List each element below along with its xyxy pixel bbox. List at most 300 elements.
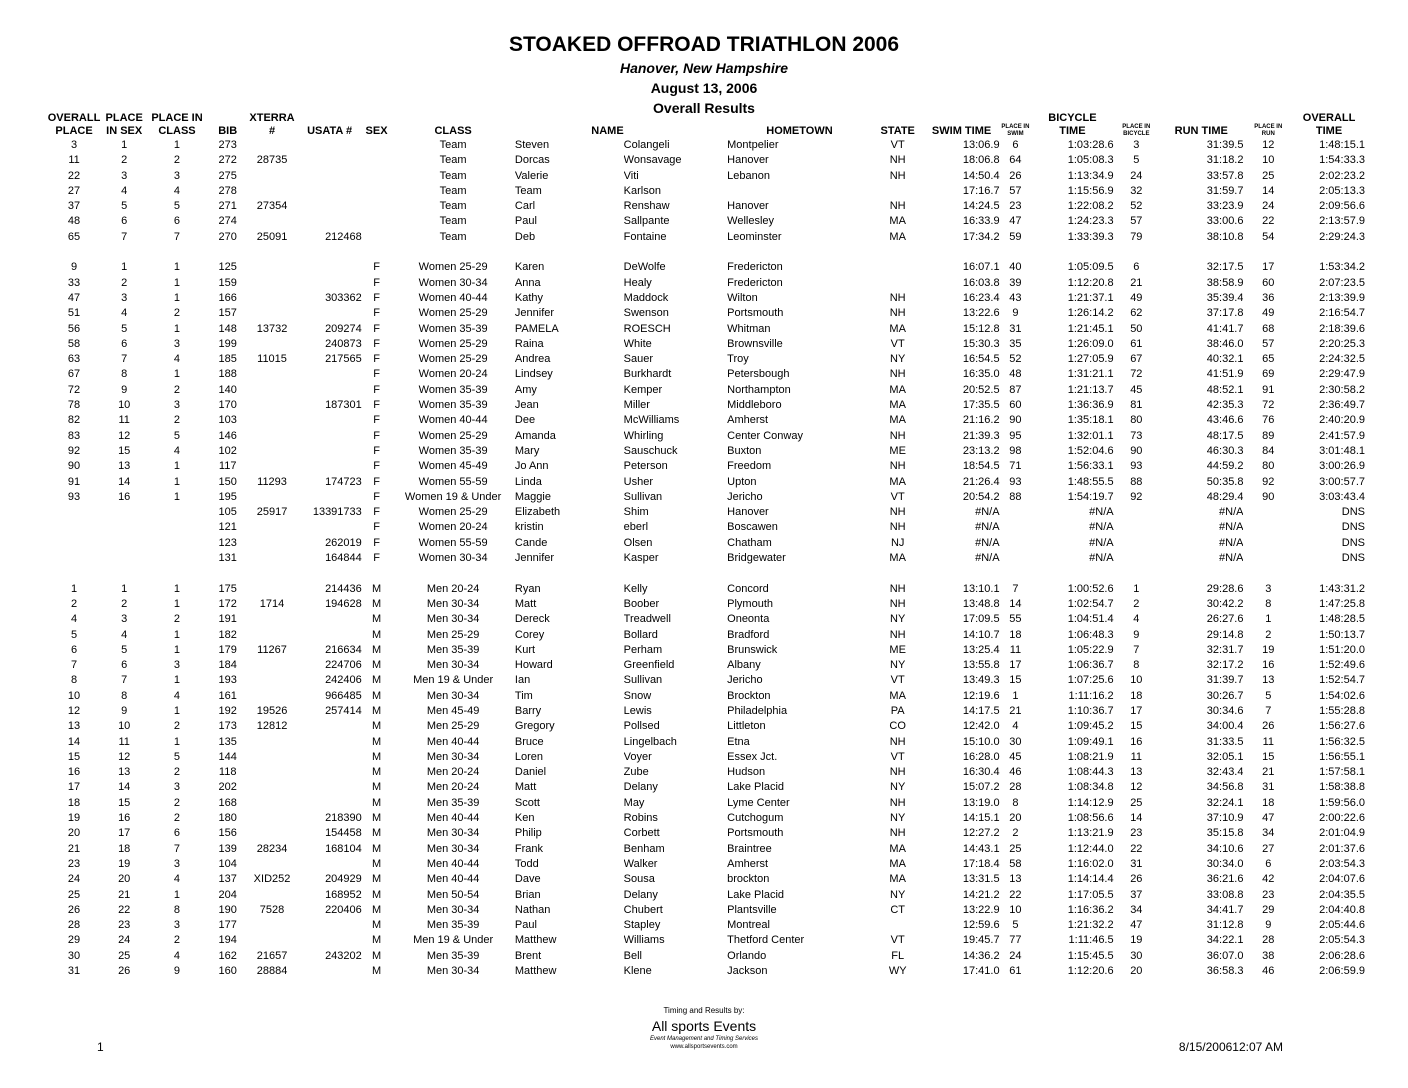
cell-place-swim: 39 bbox=[1009, 276, 1022, 289]
cell-run-time: 32:05.1 bbox=[1206, 750, 1244, 763]
results-body bbox=[45, 138, 1365, 979]
cell-class: Women 25-29 bbox=[418, 353, 488, 366]
cell-place-swim: 18 bbox=[1009, 628, 1022, 641]
cell-xterra bbox=[247, 673, 298, 688]
cell-sex: M bbox=[371, 842, 382, 855]
cell-overall-place: 10 bbox=[67, 689, 81, 702]
cell-overall-time: 2:07:23.5 bbox=[1319, 276, 1365, 289]
cell-last-name: Lewis bbox=[623, 704, 652, 717]
cell-overall-time: 1:58:38.8 bbox=[1319, 781, 1365, 794]
cell-swim-time: 17:34.2 bbox=[962, 230, 1000, 243]
cell-overall-time: 2:13:39.9 bbox=[1319, 291, 1365, 304]
cell-place-bicycle: 37 bbox=[1130, 888, 1143, 901]
cell-first-name: Andrea bbox=[514, 353, 551, 366]
cell-sex: M bbox=[371, 812, 382, 825]
table-row bbox=[45, 459, 1365, 474]
cell-swim-time: #N/A bbox=[975, 521, 1000, 534]
cell-swim-time: 15:07.2 bbox=[962, 781, 1000, 794]
table-row bbox=[45, 505, 1365, 520]
cell-place-sex: 4 bbox=[121, 628, 128, 641]
table-row bbox=[45, 628, 1365, 643]
cell-bib: 170 bbox=[218, 399, 237, 412]
cell-overall-place: 20 bbox=[67, 827, 81, 840]
cell-bicycle-time: 1:07:25.6 bbox=[1067, 674, 1114, 687]
cell-place-swim: 31 bbox=[1009, 322, 1022, 335]
cell-last-name: Robins bbox=[623, 812, 658, 825]
cell-overall-time: 2:13:57.9 bbox=[1319, 215, 1365, 228]
cell-bib: 118 bbox=[218, 766, 237, 779]
cell-overall-time: DNS bbox=[1341, 506, 1365, 519]
cell-place-class: 3 bbox=[173, 337, 181, 350]
cell-place-run bbox=[1243, 536, 1293, 551]
cell-overall-place: 21 bbox=[67, 842, 81, 855]
cell-place-sex: 6 bbox=[121, 215, 128, 228]
cell-first-name: Howard bbox=[514, 659, 553, 672]
cell-place-bicycle: 31 bbox=[1130, 857, 1143, 870]
cell-sex: F bbox=[373, 291, 380, 304]
cell-xterra bbox=[247, 138, 298, 153]
cell-usata: 966485 bbox=[325, 689, 362, 702]
cell-swim-time: 20:54.2 bbox=[962, 490, 1000, 503]
col-place-swim: PLACE IN SWIM bbox=[1001, 124, 1030, 137]
cell-bicycle-time: 1:33:39.3 bbox=[1067, 230, 1114, 243]
cell-swim-time: 12:27.2 bbox=[962, 827, 1000, 840]
cell-hometown: Portsmouth bbox=[727, 307, 784, 320]
table-row bbox=[45, 903, 1365, 918]
cell-place-sex: 7 bbox=[121, 353, 128, 366]
cell-place-swim: 30 bbox=[1009, 735, 1022, 748]
cell-swim-time: 13:10.1 bbox=[962, 582, 1000, 595]
cell-state: ME bbox=[889, 444, 906, 457]
cell-class: Men 25-29 bbox=[426, 720, 480, 733]
cell-swim-time: 13:22.6 bbox=[962, 307, 1000, 320]
cell-swim-time: 21:39.3 bbox=[962, 429, 1000, 442]
col-place-run: PLACE IN RUN bbox=[1254, 124, 1283, 137]
cell-place-sex: 1 bbox=[121, 582, 128, 595]
cell-sex: F bbox=[373, 276, 380, 289]
cell-place-run: 25 bbox=[1262, 169, 1275, 182]
cell-last-name: Lingelbach bbox=[623, 735, 677, 748]
cell-place-run: 10 bbox=[1262, 154, 1275, 167]
cell-hometown: Amherst bbox=[727, 857, 769, 870]
cell-last-name: Sousa bbox=[623, 873, 655, 886]
cell-overall-place: 91 bbox=[67, 475, 81, 488]
cell-run-time: 34:22.1 bbox=[1206, 934, 1244, 947]
cell-bib: 175 bbox=[218, 582, 237, 595]
cell-class: Men 25-29 bbox=[426, 628, 480, 641]
col-overall-place: OVERALL PLACE bbox=[47, 112, 101, 137]
cell-overall-time: 2:06:59.9 bbox=[1319, 965, 1365, 978]
cell-bicycle-time: 1:48:55.5 bbox=[1067, 475, 1114, 488]
cell-bib: 194 bbox=[218, 934, 237, 947]
cell-run-time: 38:58.9 bbox=[1206, 276, 1244, 289]
cell-place-bicycle: 90 bbox=[1130, 444, 1143, 457]
cell-class: Women 45-49 bbox=[418, 460, 488, 473]
cell-first-name: Amanda bbox=[514, 429, 556, 442]
cell-swim-time: #N/A bbox=[975, 506, 1000, 519]
table-row bbox=[45, 306, 1365, 321]
cell-overall-place: 12 bbox=[67, 704, 81, 717]
cell-place-class: 4 bbox=[173, 949, 181, 962]
cell-class: Women 20-24 bbox=[418, 521, 488, 534]
table-row bbox=[45, 199, 1365, 214]
table-row bbox=[45, 689, 1365, 704]
cell-place-swim bbox=[1000, 505, 1032, 520]
cell-hometown: Orlando bbox=[727, 949, 767, 962]
cell-sex: M bbox=[371, 781, 382, 794]
cell-last-name: Maddock bbox=[623, 291, 669, 304]
cell-first-name: Jennifer bbox=[514, 307, 555, 320]
cell-place-class bbox=[145, 536, 208, 551]
cell-state bbox=[872, 276, 924, 291]
cell-place-class: 4 bbox=[173, 184, 181, 197]
cell-overall-place: 30 bbox=[67, 949, 81, 962]
col-bicycle-time: BICYCLE TIME bbox=[1048, 112, 1097, 137]
cell-place-bicycle: 79 bbox=[1130, 230, 1143, 243]
cell-state: MA bbox=[889, 842, 906, 855]
cell-state: NH bbox=[889, 766, 906, 779]
cell-run-time: 37:10.9 bbox=[1206, 812, 1244, 825]
cell-bicycle-time: 1:14:12.9 bbox=[1067, 796, 1114, 809]
cell-first-name: Brent bbox=[514, 949, 542, 962]
table-row bbox=[45, 765, 1365, 780]
cell-class: Team bbox=[439, 154, 467, 167]
cell-place-swim: 95 bbox=[1009, 429, 1022, 442]
cell-usata bbox=[297, 918, 361, 933]
cell-bib: 159 bbox=[218, 276, 237, 289]
cell-run-time: 33:57.8 bbox=[1206, 169, 1244, 182]
cell-first-name: Steven bbox=[514, 139, 550, 151]
cell-place-bicycle: 6 bbox=[1133, 261, 1140, 274]
table-row bbox=[45, 735, 1365, 750]
cell-place-class: 4 bbox=[173, 689, 181, 702]
cell-last-name: Zube bbox=[623, 766, 649, 779]
cell-place-class: 1 bbox=[173, 643, 181, 656]
cell-place-class: 2 bbox=[173, 766, 181, 779]
cell-run-time: 35:39.4 bbox=[1206, 291, 1244, 304]
cell-last-name: DeWolfe bbox=[623, 261, 666, 274]
cell-swim-time: 16:54.5 bbox=[962, 353, 1000, 366]
cell-bicycle-time: 1:05:09.5 bbox=[1067, 261, 1114, 274]
cell-class: Men 40-44 bbox=[426, 873, 480, 886]
cell-overall-time: 1:52:54.7 bbox=[1319, 674, 1365, 687]
cell-overall-time: 2:03:54.3 bbox=[1319, 857, 1365, 870]
cell-place-run: 65 bbox=[1262, 353, 1275, 366]
cell-place-swim: 77 bbox=[1009, 934, 1022, 947]
cell-swim-time: 14:43.1 bbox=[962, 842, 1000, 855]
cell-last-name: McWilliams bbox=[623, 414, 680, 427]
cell-overall-place bbox=[45, 536, 103, 551]
cell-bicycle-time: 1:08:56.6 bbox=[1067, 812, 1114, 825]
cell-overall-place: 14 bbox=[67, 735, 81, 748]
cell-place-bicycle bbox=[1114, 551, 1159, 566]
cell-overall-place: 28 bbox=[67, 919, 81, 932]
cell-class: Women 25-29 bbox=[418, 506, 488, 519]
cell-overall-time: 2:04:07.6 bbox=[1319, 873, 1365, 886]
footer-url: www.allsportsevents.com bbox=[670, 1044, 738, 1050]
cell-place-swim: 35 bbox=[1009, 337, 1022, 350]
cell-swim-time: 14:50.4 bbox=[962, 169, 1000, 182]
cell-overall-place: 51 bbox=[67, 307, 81, 320]
cell-class: Team bbox=[439, 169, 467, 182]
cell-last-name: Sauer bbox=[623, 353, 654, 366]
cell-overall-place: 27 bbox=[67, 184, 81, 197]
cell-run-time: 30:34.0 bbox=[1206, 857, 1244, 870]
cell-last-name: Stapley bbox=[623, 919, 661, 932]
table-row bbox=[45, 413, 1365, 428]
cell-class: Men 20-24 bbox=[426, 582, 480, 595]
cell-sex: F bbox=[373, 337, 380, 350]
cell-first-name: Anna bbox=[514, 276, 541, 289]
cell-state: MA bbox=[889, 322, 906, 335]
cell-overall-time: 1:54:02.6 bbox=[1319, 689, 1365, 702]
cell-first-name: Nathan bbox=[514, 903, 551, 916]
cell-overall-place: 65 bbox=[67, 230, 81, 243]
cell-class: Men 20-24 bbox=[426, 766, 480, 779]
cell-overall-place: 24 bbox=[67, 873, 81, 886]
cell-usata bbox=[297, 184, 361, 199]
cell-place-class: 3 bbox=[173, 659, 181, 672]
cell-bicycle-time: 1:35:18.1 bbox=[1067, 414, 1114, 427]
cell-class: Team bbox=[439, 215, 467, 228]
cell-class: Men 35-39 bbox=[426, 949, 480, 962]
cell-usata: 220406 bbox=[325, 903, 362, 916]
cell-place-run: 26 bbox=[1262, 720, 1275, 733]
cell-hometown: Freedom bbox=[727, 460, 772, 473]
cell-overall-place: 26 bbox=[67, 903, 81, 916]
cell-swim-time: 13:22.9 bbox=[962, 903, 1000, 916]
cell-overall-time: DNS bbox=[1341, 521, 1365, 534]
cell-place-bicycle: 80 bbox=[1130, 414, 1143, 427]
cell-sex: F bbox=[373, 536, 380, 549]
cell-last-name: Walker bbox=[623, 857, 658, 870]
cell-place-bicycle: 50 bbox=[1130, 322, 1143, 335]
cell-last-name: Peterson bbox=[623, 460, 668, 473]
cell-run-time: 36:21.6 bbox=[1206, 873, 1244, 886]
cell-hometown: Hudson bbox=[727, 766, 766, 779]
cell-class: Men 30-34 bbox=[426, 750, 480, 763]
cell-usata bbox=[297, 169, 361, 184]
cell-state: NH bbox=[889, 628, 906, 641]
cell-bicycle-time: 1:21:13.7 bbox=[1067, 383, 1114, 396]
cell-run-time: 35:15.8 bbox=[1206, 827, 1244, 840]
cell-state: VT bbox=[890, 490, 905, 503]
cell-xterra bbox=[247, 888, 298, 903]
cell-usata: 303362 bbox=[325, 291, 362, 304]
cell-place-sex: 2 bbox=[121, 276, 128, 289]
cell-place-bicycle: 32 bbox=[1130, 184, 1143, 197]
cell-bib: 204 bbox=[218, 888, 237, 901]
col-usata: USATA # bbox=[307, 125, 353, 137]
cell-place-bicycle: 34 bbox=[1130, 903, 1143, 916]
cell-hometown: Upton bbox=[727, 475, 757, 488]
cell-overall-time: 2:09:56.6 bbox=[1319, 200, 1365, 213]
cell-first-name: Karen bbox=[514, 261, 545, 274]
cell-state: MA bbox=[889, 230, 906, 243]
col-sex: SEX bbox=[365, 125, 388, 137]
cell-first-name: Dee bbox=[514, 414, 536, 427]
cell-xterra bbox=[247, 260, 298, 275]
cell-run-time: 38:46.0 bbox=[1206, 337, 1244, 350]
cell-sex: M bbox=[371, 674, 382, 687]
cell-place-run: 60 bbox=[1262, 276, 1275, 289]
cell-usata: 242406 bbox=[325, 674, 362, 687]
cell-place-bicycle: 16 bbox=[1130, 735, 1143, 748]
cell-place-swim: 25 bbox=[1009, 842, 1022, 855]
cell-state: NH bbox=[889, 460, 906, 473]
cell-class: Women 20-24 bbox=[418, 368, 488, 381]
cell-run-time: 42:35.3 bbox=[1206, 399, 1244, 412]
cell-place-bicycle: 67 bbox=[1130, 353, 1143, 366]
cell-swim-time: 17:16.7 bbox=[962, 184, 1000, 197]
cell-overall-time: 2:20:25.3 bbox=[1319, 337, 1365, 350]
cell-overall-time: 2:00:22.6 bbox=[1319, 812, 1365, 825]
cell-hometown: Fredericton bbox=[727, 276, 783, 289]
cell-place-swim: 28 bbox=[1009, 781, 1022, 794]
cell-xterra bbox=[247, 291, 298, 306]
cell-place-sex: 26 bbox=[118, 965, 131, 978]
cell-place-sex: 22 bbox=[118, 903, 131, 916]
cell-bicycle-time: 1:17:05.5 bbox=[1067, 888, 1114, 901]
cell-place-sex: 10 bbox=[118, 399, 131, 412]
cell-state: MA bbox=[889, 383, 906, 396]
cell-sex: M bbox=[371, 659, 382, 672]
cell-usata bbox=[297, 260, 361, 275]
cell-swim-time: 14:15.1 bbox=[962, 812, 1000, 825]
cell-place-sex: 14 bbox=[118, 781, 131, 794]
cell-sex: M bbox=[371, 934, 382, 947]
cell-place-sex: 8 bbox=[121, 689, 128, 702]
cell-hometown: Etna bbox=[727, 735, 750, 748]
cell-place-class bbox=[145, 505, 208, 520]
cell-place-class: 1 bbox=[173, 368, 181, 381]
cell-usata: 187301 bbox=[325, 399, 362, 412]
table-row bbox=[45, 597, 1365, 612]
cell-class: Men 30-34 bbox=[426, 965, 480, 978]
cell-overall-time: 1:51:20.0 bbox=[1319, 643, 1365, 656]
cell-overall-time: 1:56:55.1 bbox=[1319, 750, 1365, 763]
cell-xterra bbox=[247, 536, 298, 551]
cell-bicycle-time: 1:15:56.9 bbox=[1067, 184, 1114, 197]
cell-xterra bbox=[247, 750, 298, 765]
cell-place-sex: 11 bbox=[118, 414, 130, 427]
table-row bbox=[45, 475, 1365, 490]
cell-bicycle-time: 1:16:02.0 bbox=[1067, 857, 1114, 870]
cell-place-sex: 5 bbox=[121, 322, 128, 335]
cell-run-time: 29:28.6 bbox=[1206, 582, 1244, 595]
cell-place-bicycle: 57 bbox=[1130, 215, 1143, 228]
cell-place-bicycle: 2 bbox=[1133, 597, 1140, 610]
cell-place-class: 2 bbox=[173, 307, 181, 320]
cell-place-bicycle: 24 bbox=[1130, 169, 1143, 182]
cell-place-swim bbox=[1000, 536, 1032, 551]
cell-swim-time: 17:18.4 bbox=[962, 857, 1000, 870]
cell-place-sex bbox=[103, 551, 145, 566]
cell-place-run: 1 bbox=[1265, 613, 1272, 626]
cell-place-class: 5 bbox=[173, 750, 181, 763]
cell-xterra: 11015 bbox=[257, 353, 287, 366]
cell-last-name: May bbox=[623, 796, 645, 809]
table-row bbox=[45, 444, 1365, 459]
cell-place-swim: 46 bbox=[1009, 766, 1022, 779]
col-overall-time: OVERALL TIME bbox=[1302, 112, 1356, 137]
cell-bicycle-time: 1:11:16.2 bbox=[1068, 689, 1114, 702]
table-row bbox=[45, 857, 1365, 872]
cell-bib: 139 bbox=[218, 842, 237, 855]
cell-sex: F bbox=[373, 383, 380, 396]
cell-class: Men 30-34 bbox=[426, 613, 480, 626]
cell-overall-time: 2:05:44.6 bbox=[1319, 919, 1365, 932]
cell-xterra bbox=[247, 398, 298, 413]
cell-state: MA bbox=[889, 857, 906, 870]
cell-place-sex: 3 bbox=[121, 291, 128, 304]
cell-bicycle-time: 1:21:45.1 bbox=[1067, 322, 1114, 335]
col-name: NAME bbox=[591, 125, 624, 137]
cell-first-name: Loren bbox=[514, 750, 544, 763]
cell-run-time: #N/A bbox=[1219, 521, 1244, 534]
cell-overall-place: 82 bbox=[67, 414, 81, 427]
cell-place-class: 1 bbox=[173, 674, 181, 687]
cell-hometown: Bridgewater bbox=[727, 552, 786, 565]
cell-hometown: Brownsville bbox=[727, 337, 783, 350]
cell-state: MA bbox=[889, 399, 906, 412]
cell-place-run: 90 bbox=[1262, 490, 1275, 503]
cell-place-swim: 52 bbox=[1009, 353, 1022, 366]
cell-swim-time: #N/A bbox=[975, 536, 1000, 549]
cell-overall-time: 2:04:40.8 bbox=[1319, 903, 1365, 916]
cell-bib: 191 bbox=[218, 613, 237, 626]
cell-state: NH bbox=[889, 154, 906, 167]
cell-overall-time: 2:40:20.9 bbox=[1319, 414, 1365, 427]
page-title: STOAKED OFFROAD TRIATHLON 2006 bbox=[508, 33, 900, 56]
cell-place-run: 17 bbox=[1262, 261, 1275, 274]
cell-bicycle-time: 1:13:34.9 bbox=[1067, 169, 1114, 182]
cell-class: Men 30-34 bbox=[426, 659, 480, 672]
cell-run-time: 31:33.5 bbox=[1206, 735, 1244, 748]
cell-run-time: 41:41.7 bbox=[1206, 322, 1244, 335]
cell-sex: M bbox=[371, 965, 382, 978]
cell-hometown: Concord bbox=[727, 582, 769, 595]
cell-xterra: 7528 bbox=[259, 903, 285, 916]
col-bib: BIB bbox=[218, 125, 238, 137]
cell-swim-time: 16:28.0 bbox=[962, 750, 1000, 763]
cell-first-name: Jean bbox=[514, 399, 539, 412]
cell-state: NY bbox=[890, 812, 906, 825]
cell-overall-time: 2:01:37.6 bbox=[1319, 842, 1365, 855]
cell-place-bicycle bbox=[1114, 536, 1159, 551]
cell-place-run: 34 bbox=[1262, 827, 1275, 840]
cell-place-class: 1 bbox=[173, 490, 181, 503]
cell-last-name: Kelly bbox=[623, 582, 648, 595]
cell-usata: 218390 bbox=[325, 812, 362, 825]
cell-xterra bbox=[247, 735, 298, 750]
cell-hometown: Brunswick bbox=[727, 643, 778, 656]
cell-state: NH bbox=[889, 368, 906, 381]
cell-state: NJ bbox=[890, 536, 905, 549]
cell-place-swim: 43 bbox=[1009, 291, 1022, 304]
cell-sex: M bbox=[371, 704, 382, 717]
cell-class: Men 45-49 bbox=[426, 704, 480, 717]
cell-overall-place: 83 bbox=[67, 429, 81, 442]
cell-run-time: 32:17.2 bbox=[1206, 659, 1244, 672]
cell-swim-time: 13:49.3 bbox=[962, 674, 1000, 687]
cell-hometown: Hanover bbox=[727, 154, 769, 167]
cell-hometown: Plymouth bbox=[727, 597, 773, 610]
cell-state: CT bbox=[890, 903, 906, 916]
cell-xterra bbox=[247, 520, 298, 535]
cell-first-name: Tim bbox=[514, 689, 533, 702]
cell-bicycle-time: #N/A bbox=[1089, 552, 1114, 565]
